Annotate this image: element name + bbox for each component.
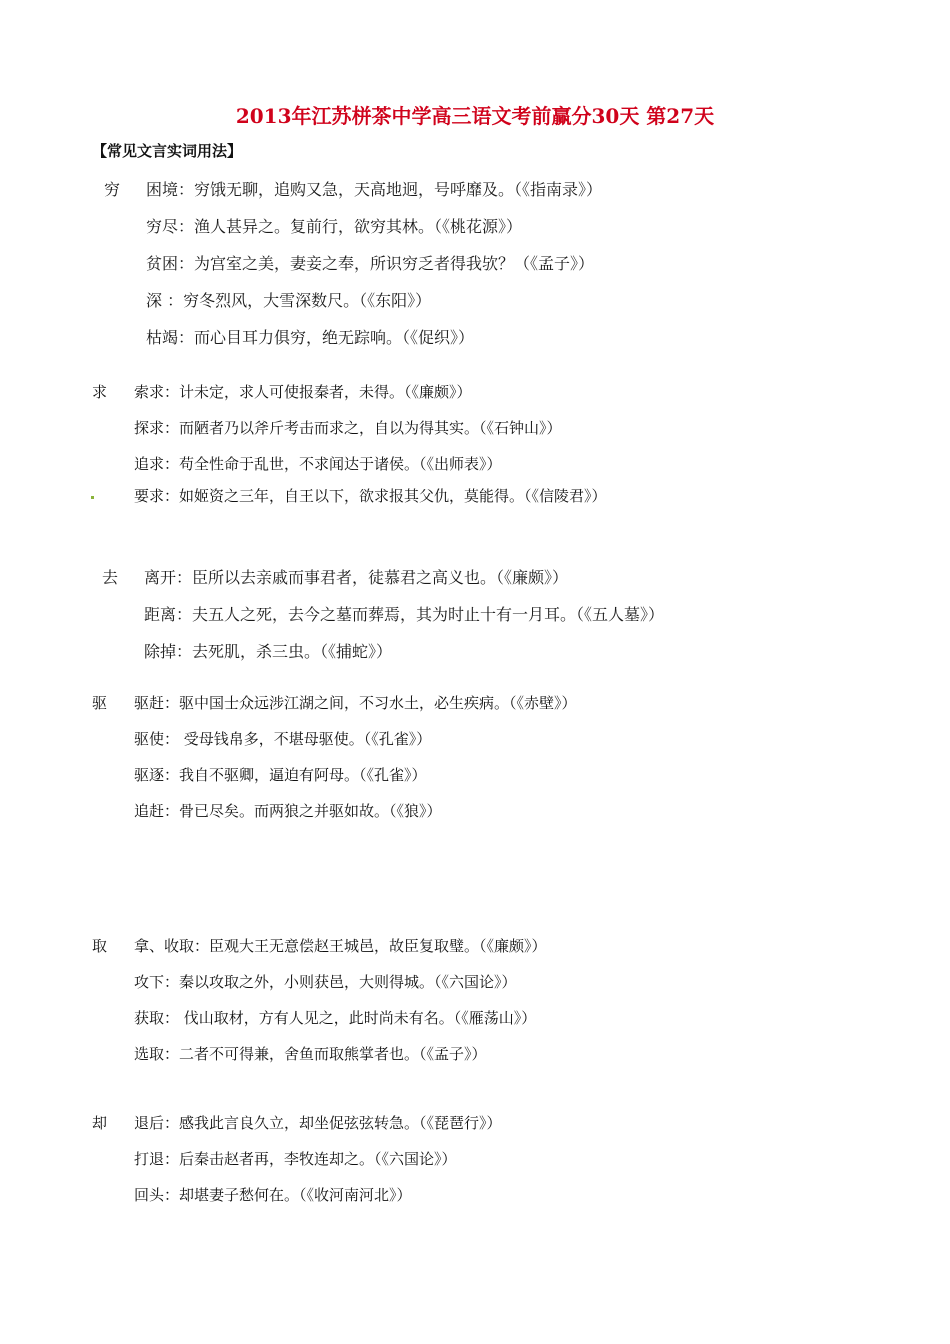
headword: 穷 xyxy=(104,180,121,199)
headword: 驱 xyxy=(92,694,108,712)
usage-entry: 驱逐：我自不驱卿，逼迫有阿母。（《孔雀》） xyxy=(134,766,427,784)
headword: 求 xyxy=(92,383,108,401)
document-title: 2013年江苏栟茶中学高三语文考前赢分30天 第27天 xyxy=(235,104,715,128)
usage-entry: 索求：计未定，求人可使报秦者，未得。（《廉颇》） xyxy=(134,383,472,401)
usage-entry: 除掉：去死肌，杀三虫。（《捕蛇》） xyxy=(144,642,393,661)
usage-entry: 攻下：秦以攻取之外，小则获邑，大则得城。（《六国论》） xyxy=(134,973,517,991)
usage-entry: 选取：二者不可得兼，舍鱼而取熊掌者也。（《孟子》） xyxy=(134,1045,487,1063)
usage-entry: 穷尽：渔人甚异之。复前行，欲穷其林。（《桃花源》） xyxy=(146,217,523,236)
usage-entry: 困境：穷饿无聊，追购又急，天高地迥，号呼靡及。（《指南录》） xyxy=(146,180,603,199)
usage-entry: 离开：臣所以去亲戚而事君者，徒慕君之高义也。（《廉颇》） xyxy=(144,568,569,587)
headword: 去 xyxy=(102,568,119,587)
usage-entry: 回头：却堪妻子愁何在。（《收河南河北》） xyxy=(134,1186,412,1204)
headword: 取 xyxy=(92,937,108,955)
usage-entry: 追求：苟全性命于乱世，不求闻达于诸侯。（《出师表》） xyxy=(134,455,502,473)
usage-entry: 深 ：穷冬烈风，大雪深数尺。（《东阳》） xyxy=(146,291,432,310)
usage-entry: 驱使： 受母钱帛多，不堪母驱使。（《孔雀》） xyxy=(134,730,432,748)
headword: 却 xyxy=(92,1114,108,1132)
usage-entry: 距离：夫五人之死，去今之墓而葬焉，其为时止十有一月耳。（《五人墓》） xyxy=(144,605,665,624)
usage-entry: 退后：感我此言良久立，却坐促弦弦转急。（《琵琶行》） xyxy=(134,1114,502,1132)
usage-entry: 贫困：为宫室之美，妻妾之奉，所识穷乏者得我欤？（《孟子》） xyxy=(146,254,595,273)
usage-entry: 探求：而陋者乃以斧斤考击而求之，自以为得其实。（《石钟山》） xyxy=(134,419,562,437)
usage-entry: 追赶：骨已尽矣。而两狼之并驱如故。（《狼》） xyxy=(134,802,442,820)
stray-mark xyxy=(91,496,94,499)
usage-entry: 驱赶：驱中国士众远涉江湖之间，不习水土，必生疾病。（《赤壁》） xyxy=(134,694,577,712)
usage-entry: 获取： 伐山取材，方有人见之，此时尚未有名。（《雁荡山》） xyxy=(134,1009,537,1027)
usage-entry: 拿、收取：臣观大王无意偿赵王城邑，故臣复取璧。（《廉颇》） xyxy=(134,937,547,955)
usage-entry: 枯竭：而心目耳力俱穷，绝无踪响。（《促织》） xyxy=(146,328,475,347)
section-heading: 【常见文言实词用法】 xyxy=(92,142,243,160)
usage-entry: 打退：后秦击赵者再，李牧连却之。（《六国论》） xyxy=(134,1150,457,1168)
usage-entry: 要求：如姬资之三年，自王以下，欲求报其父仇，莫能得。（《信陵君》） xyxy=(134,487,607,505)
